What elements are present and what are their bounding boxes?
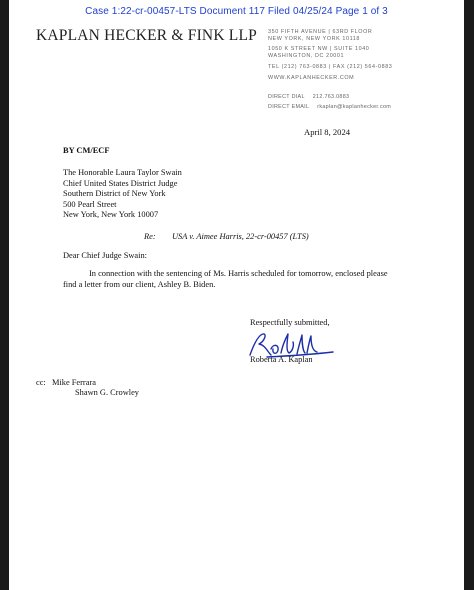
re-label: Re: [144,232,156,241]
re-subject: USA v. Aimee Harris, 22-cr-00457 (LTS) [172,232,309,241]
direct-email-value: rkaplan@kaplanhecker.com [317,104,392,110]
cc-line: Shawn G. Crowley [75,388,139,397]
direct-dial [268,94,349,101]
recipient-line: Chief United States District Judge [63,178,178,188]
address-ny-line1: 350 FIFTH AVENUE | 63RD FLOOR [268,29,373,35]
recipient-line: The Honorable Laura Taylor Swain [63,168,182,177]
body-line-1: In connection with the sentencing of Ms. Harris scheduled for tomorrow, enclosed please [89,269,388,278]
firm-website: WWW.KAPLANHECKER.COM [268,75,355,81]
recipient-line: New York, New York 10007 [63,210,159,220]
firm-logo: KAPLAN HECKER & FINK LLP [36,27,257,44]
body-line-2: find a letter from our client, Ashley B. Biden. [63,280,216,289]
cc-label: cc: [36,378,46,387]
direct-dial-value: 212.763.0883 [312,94,350,100]
direct-dial-label: DIRECT DIAL [268,94,305,100]
document-page [9,0,464,590]
direct-email-label: DIRECT EMAIL [268,104,310,110]
signer-name: Roberta A. Kaplan [250,355,313,364]
delivery-method: BY CM/ECF [63,146,110,155]
recipient-block [63,168,182,221]
letter-date: April 8, 2024 [304,127,351,137]
salutation: Dear Chief Judge Swain: [63,251,147,260]
cc-line: Mike Ferrara [52,378,96,387]
recipient-line: Southern District of New York [63,189,166,199]
direct-email [268,104,391,111]
recipient-line: 500 Pearl Street [63,199,117,209]
closing: Respectfully submitted, [250,318,330,327]
firm-phone: TEL (212) 763-0883 | FAX (212) 564-0883 [268,64,393,70]
address-dc-line1: 1050 K STREET NW | SUITE 1040 [268,46,370,52]
court-filing-stamp: Case 1:22-cr-00457-LTS Document 117 Filed 04/25/24 Page 1 of 3 [85,6,388,17]
address-dc-line2: WASHINGTON, DC 20001 [268,52,345,59]
address-ny-line2: NEW YORK, NEW YORK 10118 [268,35,360,42]
